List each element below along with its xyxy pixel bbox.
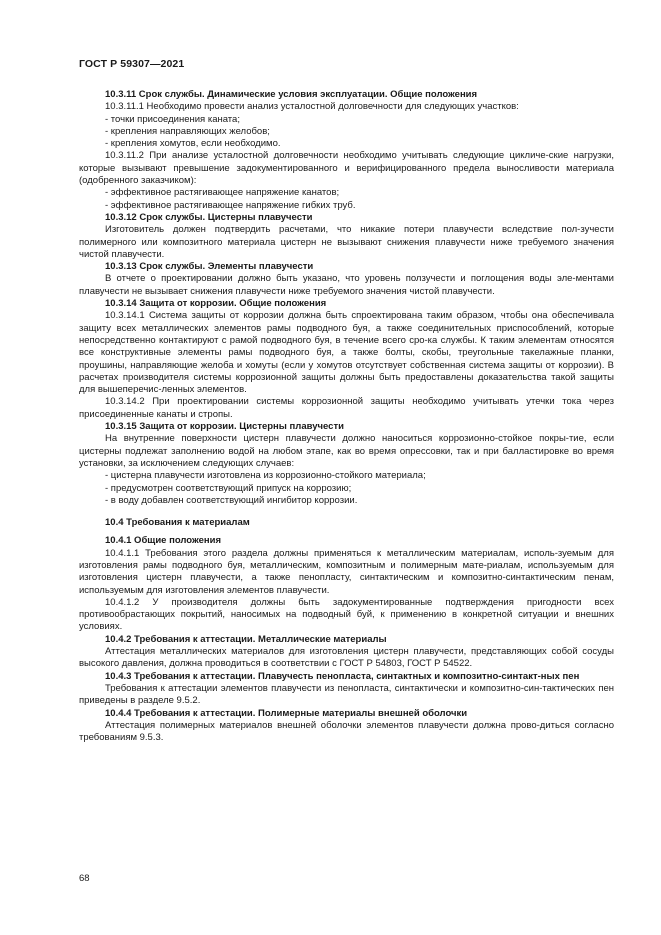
paragraph: Аттестация металлических материалов для изготовления цистерн плавучести, представляющих собой сосуды высокого давления, должна проводиться в соответствии с ГОСТ Р 54803, ГОСТ Р 54522. (79, 646, 614, 670)
list-item: - в воду добавлен соответствующий ингибитор коррозии. (105, 494, 358, 506)
paragraph: 10.3.14.2 При проектировании системы коррозионной защиты необходимо учитывать утечки тока через присоединенные канаты и стропы. (79, 396, 614, 420)
paragraph: В отчете о проектировании должно быть указано, что уровень ползучести и поглощения воды эле-ментами плавучести не вызывает снижения плавучести ниже требуемого значения чистой плавучести. (79, 273, 614, 297)
list-item: - точки присоединения каната; (105, 113, 240, 125)
heading-10-3-14: 10.3.14 Защита от коррозии. Общие положения (105, 298, 327, 310)
page-number: 68 (79, 873, 90, 884)
list-item: - цистерна плавучести изготовлена из коррозионно-стойкого материала; (105, 470, 426, 482)
paragraph: На внутренние поверхности цистерн плавучести должно наноситься коррозионно-стойкое покры-тие, если цистерны подлежат заполнению водой на любом этапе, как во время опрессовки, так и при балластировке во время установки, за исключением следующих случаев: (79, 433, 614, 469)
section-heading-10-4: 10.4 Требования к материалам (105, 517, 250, 529)
document-body (79, 89, 614, 744)
paragraph: Изготовитель должен подтвердить расчетами, что никакие потери плавучести вследствие пол-зучести полимерного или композитного материала цистерн не вызывают снижения плавучести ниже требуемого значения чистой плавучести. (79, 224, 614, 260)
paragraph: 10.3.11.2 При анализе усталостной долговечности необходимо учитывать следующие цикличе-ские нагрузки, которые вызывают превышение задокументированного и верифицированного предела выносливости материала (одобренного заказчиком): (79, 150, 614, 187)
list-item: - крепления хомутов, если необходимо. (105, 138, 281, 150)
paragraph: 10.3.14.1 Система защиты от коррозии должна быть спроектирована таким образом, чтобы она обеспечивала защиту всех металлических элементов рамы подводного буя, а также соединительных приспособлений, которые непосредственно контактируют с рамой подводного буя, в течение всего сро-ка службы. К таким элементам относятся все конструктивные элементы рамы подводного буя, а также болты, скобы, треугольные такелажные планки, проушины, направляющие желоба и хомуты (если у хомутов отсутствует собственная система защиты от коррозии). В расчетах производителя системы коррозионной защиты должны быть предоставлены доказательства такой защиты для вышеперечис-ленных элементов. (79, 310, 614, 396)
heading-10-3-13: 10.3.13 Срок службы. Элементы плавучести (105, 261, 314, 273)
heading-10-4-4: 10.4.4 Требования к аттестации. Полимерные материалы внешней оболочки (105, 707, 468, 719)
list-item: - эффективное растягивающее напряжение гибких труб. (105, 199, 356, 211)
heading-10-4-3: 10.4.3 Требования к аттестации. Плавучесть пенопласта, синтактных и композитно-синтакт-ных пен (105, 670, 580, 682)
list-item: - эффективное растягивающее напряжение канатов; (105, 187, 340, 199)
heading-10-4-2: 10.4.2 Требования к аттестации. Металлические материалы (105, 633, 387, 645)
paragraph: 10.4.1.2 У производителя должны быть задокументированные подтверждения пригодности всех противообрастающих покрытий, наносимых на подводный буй, к применению в конкретной ситуации и внешних условиях. (79, 596, 614, 633)
list-item: - крепления направляющих желобов; (105, 125, 270, 137)
paragraph: 10.3.11.1 Необходимо провести анализ усталостной долговечности для следующих участков: (105, 101, 519, 113)
paragraph: 10.4.1.1 Требования этого раздела должны применяться к металлическим материалам, исполь-зуемым для изготовления рамы подводного буя, металлическим, композитным и полимерным мате-риалам, используемым для изготовления цистерн плавучести, а также пенопласту, синтактическим и композитно-синтактическим пенам, используемым для изготовления элементов плавучести. (79, 547, 614, 596)
document-header: ГОСТ Р 59307—2021 (79, 58, 185, 70)
heading-10-3-15: 10.3.15 Защита от коррозии. Цистерны плавучести (105, 421, 344, 433)
paragraph: Аттестация полимерных материалов внешней оболочки элементов плавучести должна прово-диться согласно требованиям 9.5.3. (79, 719, 614, 744)
list-item: - предусмотрен соответствующий припуск на коррозию; (105, 482, 352, 494)
heading-10-3-11: 10.3.11 Срок службы. Динамические условия эксплуатации. Общие положения (105, 89, 478, 100)
heading-10-4-1: 10.4.1 Общие положения (105, 535, 221, 547)
paragraph: Требования к аттестации элементов плавучести из пенопласта, синтактически и композитно-син-тактических пен приведены в разделе 9.5.2. (79, 682, 614, 707)
heading-10-3-12: 10.3.12 Срок службы. Цистерны плавучести (105, 211, 313, 223)
